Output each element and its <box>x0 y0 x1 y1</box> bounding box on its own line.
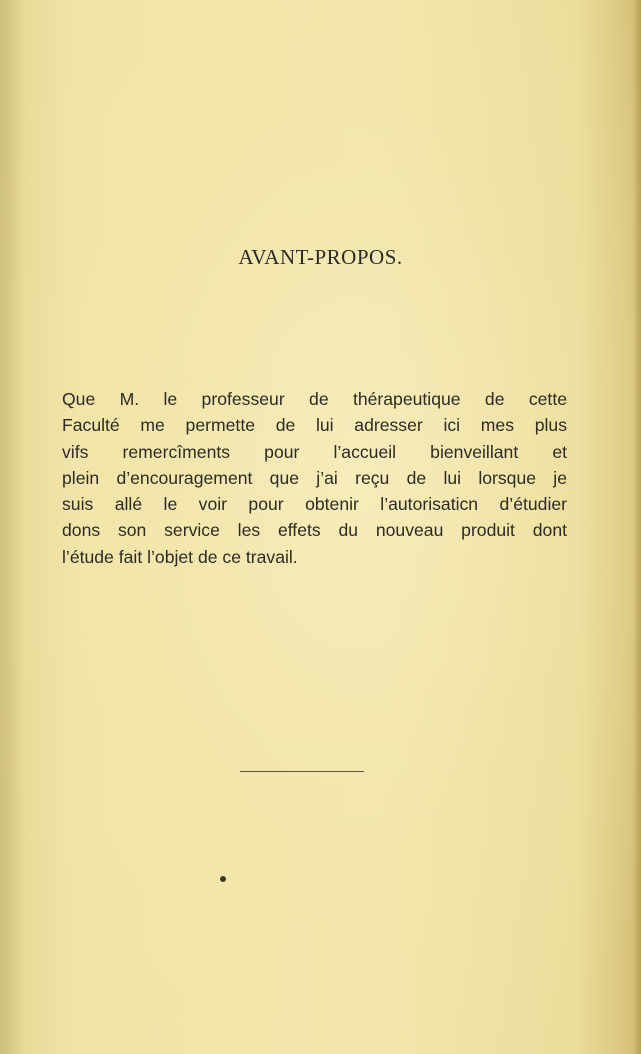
page-gutter-shadow <box>0 0 22 1054</box>
paragraph-line: Faculté me permette de lui adresser ici mes plus <box>62 415 567 436</box>
section-divider <box>240 771 364 772</box>
paragraph-line: l’étude fait l’objet de ce travail. <box>62 546 298 567</box>
paragraph-line: plein d’encouragement que j’ai reçu de lui lorsque je <box>62 467 567 488</box>
foreword-paragraph <box>62 386 567 570</box>
paragraph-line: vifs remercîments pour l’accueil bienveillant et <box>62 441 567 462</box>
page-title: AVANT-PROPOS. <box>238 245 403 269</box>
paragraph-line: Que M. le professeur de thérapeutique de cette <box>62 389 567 409</box>
ink-speck <box>220 876 226 882</box>
paragraph-line: suis allé le voir pour obtenir l’autorisaticn d’étudier <box>62 494 567 515</box>
page-edge-shadow <box>633 0 641 1054</box>
paragraph-line: dons son service les effets du nouveau produit dont <box>62 520 567 541</box>
